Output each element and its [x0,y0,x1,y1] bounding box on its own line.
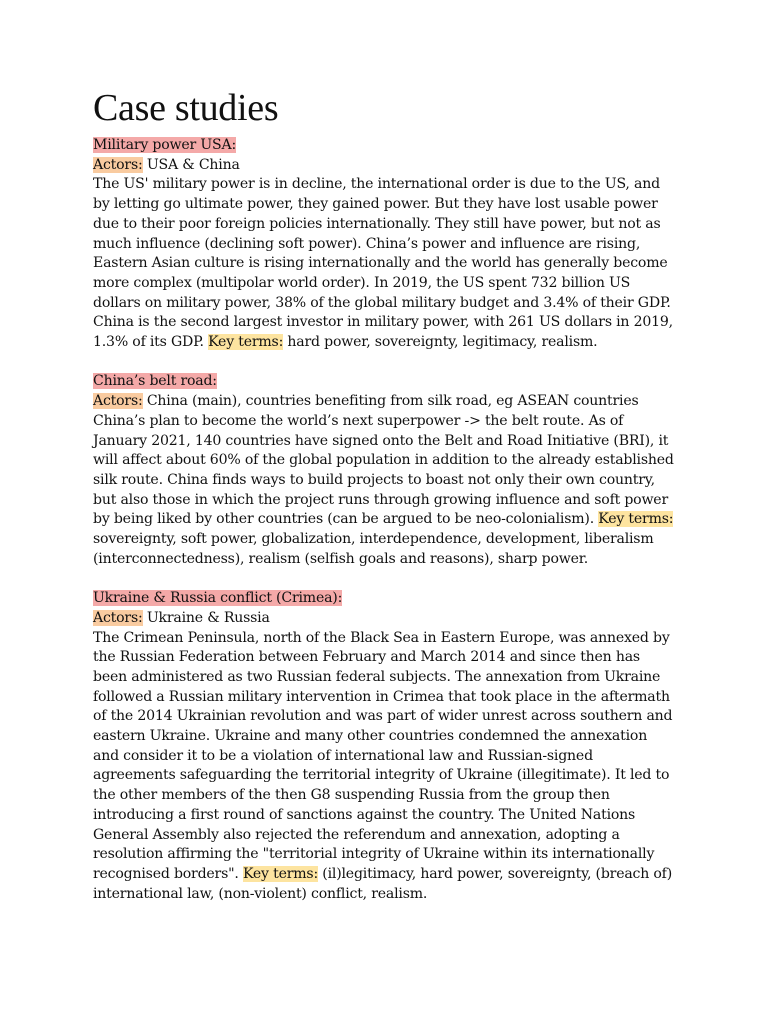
body-text: The US' military power is in decline, the international order is due to the US, and by letting go ultimate power, they gained power. But they have lost usable power due to their poor foreign policies internationally. They still have power, but not as much influence (declining soft power). China’s power and influence are rising, Eastern Asian culture is rising internationally and the world has generally become more complex (multipolar world order). In 2019, the US spent 732 billion US dollars on military power, 38% of the global military budget and 3.4% of their GDP. China is the second largest investor in military power, with 261 US dollars in 2019, 1.3% of its GDP. [93,176,673,351]
body-text: China’s plan to become the world’s next superpower -> the belt route. As of January 2021, 140 countries have signed onto the Belt and Road Initiative (BRI), it will affect about 60% of the global population in addition to the already established silk route. China finds ways to build projects to boast not only their own country, but also those in which the project runs through growing influence and soft power by being liked by other countries (can be argued to be neo-colonialism). [93,412,674,528]
section-body [93,629,676,905]
key-terms-text: hard power, sovereignty, legitimacy, realism. [287,334,598,351]
section-body [93,412,676,570]
section-body [93,175,676,352]
section-heading: China’s belt road: [93,373,217,390]
actors-text: Ukraine & Russia [146,609,270,626]
key-terms-label: Key terms: [242,865,318,882]
case-study-belt-road [93,372,676,569]
page-title: Case studies [93,87,279,129]
actors-text: USA & China [146,156,240,173]
actors-label: Actors: [93,609,143,626]
section-heading: Ukraine & Russia conflict (Crimea): [93,590,343,607]
actors-label: Actors: [93,393,143,410]
actors-text: China (main), countries benefiting from silk road, eg ASEAN countries [146,393,639,410]
actors-label: Actors: [93,156,143,173]
key-terms-text: (il)legitimacy, hard power, sovereignty, (breach of) international law, (non-violent) conflict, realism. [93,865,672,902]
key-terms-text: sovereignty, soft power, globalization, interdependence, development, liberalism (interconnectedness), realism (selfish goals and reasons), sharp power. [93,531,654,567]
body-text: The Crimean Peninsula, north of the Black Sea in Eastern Europe, was annexed by the Russian Federation between February and March 2014 and since then has been administered as two Russian federal subjects. The annexation from Ukraine followed a Russian military intervention in Crimea that took place in the aftermath of the 2014 Ukrainian revolution and was part of wider unrest across southern and eastern Ukraine. Ukraine and many other countries condemned the annexation and consider it to be a violation of international law and Russian-signed agreements safeguarding the territorial integrity of Ukraine (illegitimate). It led to the other members of the then G8 suspending Russia from the group then introducing a first round of sanctions against the country. The United Nations General Assembly also rejected the referendum and annexation, adopting a resolution affirming the "territorial integrity of Ukraine within its internationally recognised borders". [93,629,673,882]
key-terms-label: Key terms: [598,511,674,528]
section-heading: Military power USA: [93,137,236,153]
key-terms-label: Key terms: [208,334,284,351]
case-study-military-power [93,136,676,353]
case-study-ukraine-russia [93,589,676,904]
